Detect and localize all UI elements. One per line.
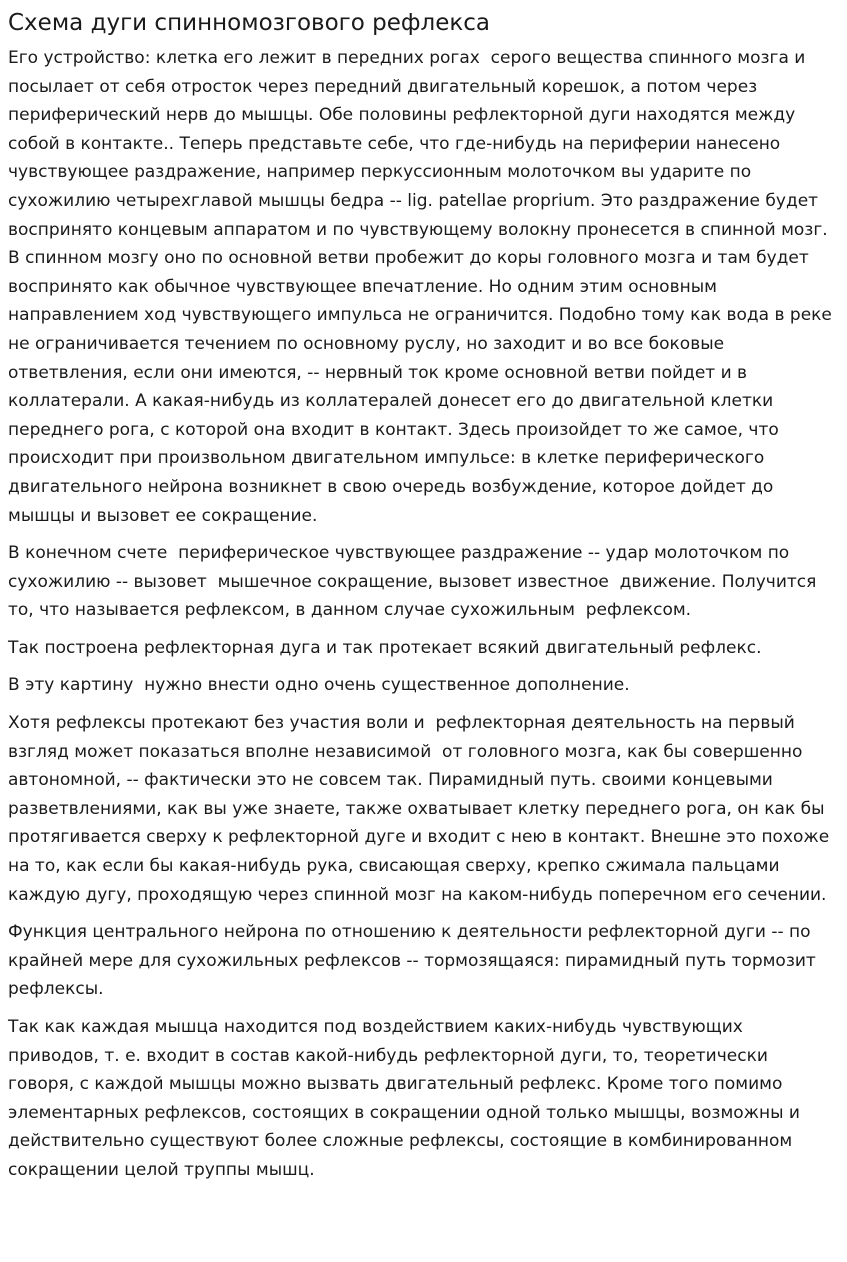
document-title: Схема дуги спинномозгового рефлекса [8,10,491,36]
paragraph-3: Так построена рефлекторная дуга и так протекает всякий двигательный рефлекс. [8,637,762,658]
paragraph-6: Функция центрального нейрона по отношению к деятельности рефлекторной дуги -- по крайней мере для сухожильных рефлексов -- тормозящаяся: пирамидный путь тормозит рефлексы. [8,922,822,1000]
paragraph-2: В конечном счете периферическое чувствующее раздражение -- удар молоточком по сухожилию -- вызовет мышечное сокращение, вызовет известное движение. Получится то, что называется рефлексом, в данном случае сухожильным рефлексом. [8,543,822,621]
paragraph-7: Так как каждая мышца находится под воздействием каких-нибудь чувствующих приводов, т. е. входит в состав какой-нибудь рефлекторной дуги, то, теоретически говоря, с каждой мышцы можно вызвать двигательный рефлекс. Кроме того помимо элементарных рефлексов, состоящих в сокращении одной только мышцы, возможны и действительно существуют более сложные рефлексы, состоящие в комбинированном сокращении целой труппы мышц. [8,1017,806,1180]
paragraph-1: Его устройство: клетка его лежит в передних рогах серого вещества спинного мозга и посылает от себя отросток через передний двигательный корешок, а потом через периферический нерв до мышцы. Обе половины рефлекторной дуги находятся между собой в контакте.. Теперь представьте себе, что где-нибудь на периферии нанесено чувствующее раздражение, например перкуссионным молоточком вы ударите по сухожилию четырехглавой мышцы бедра -- lig. patellae proprium. Это раздражение будет воспринято концевым аппаратом и по чувствующему волокну пронесется в спинной мозг. В спинном мозгу оно по основной ветви пробежит до коры головного мозга и там будет воспринято как обычное чувствующее впечатление. Но одним этим основным направлением ход чувствующего импульса не ограничится. Подобно тому как вода в реке не ограничивается течением по основному руслу, но заходит и во все боковые ответвления, если они имеются, -- нервный ток кроме основной ветви пойдет и в коллатерали. А какая-нибудь из коллатералей донесет его до двигательной клетки переднего рога, с которой она входит в контакт. Здесь произойдет то же самое, что происходит при произвольном двигательном импульсе: в клетке периферического двигательного нейрона возникнет в свою очередь возбуждение, которое дойдет до мышцы и вызовет ее сокращение. [8,48,838,526]
paragraph-4: В эту картину нужно внести одно очень существенное дополнение. [8,675,630,696]
paragraph-5: Хотя рефлексы протекают без участия воли и рефлекторная деятельность на первый взгляд может показаться вполне независимой от головного мозга, как бы совершенно автономной, -- фактически это не совсем так. Пирамидный путь. своими концевыми разветвлениями, как вы уже знаете, также охватывает клетку переднего рога, он как бы протягивается сверху к рефлекторной дуге и входит с нею в контакт. Внешне это похоже на то, как если бы какая-нибудь рука, свисающая сверху, крепко сжимала пальцами каждую дугу, проходящую через спинной мозг на каком-нибудь поперечном его сечении. [8,713,835,905]
